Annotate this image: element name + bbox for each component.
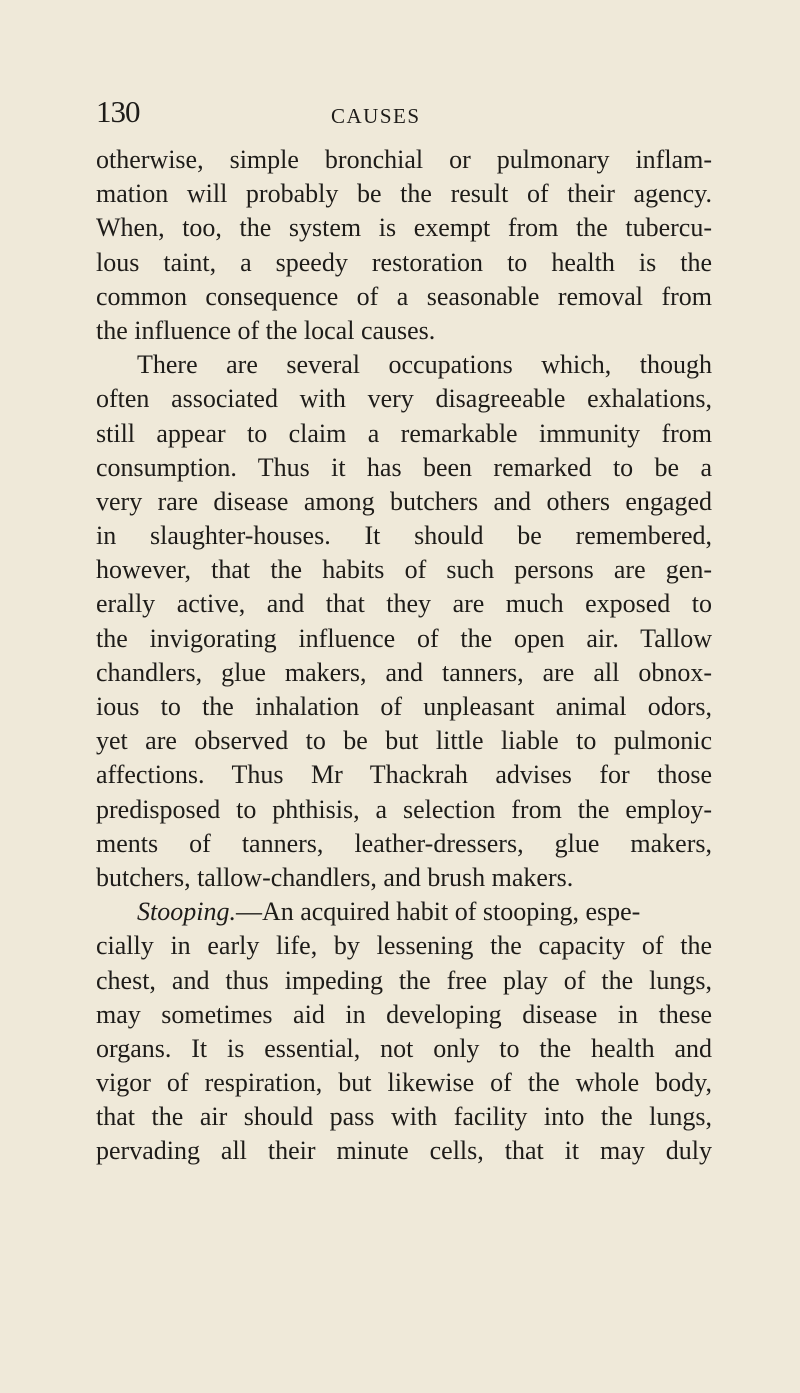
- text-line: chest, and thus impeding the free play of the lungs,: [96, 965, 712, 995]
- running-head: CAUSES: [331, 104, 421, 128]
- text-line: consumption. Thus it has been remarked to be a: [96, 452, 712, 482]
- text-line: organs. It is essential, not only to the health and: [96, 1033, 712, 1063]
- section-heading: Stooping.: [137, 897, 236, 927]
- text-line: mation will probably be the result of their agency.: [96, 179, 712, 209]
- text-line: the invigorating influence of the open air. Tallow: [96, 623, 712, 653]
- text-line: that the air should pass with facility into the lungs,: [96, 1102, 712, 1132]
- text-line: vigor of respiration, but likewise of the whole body,: [96, 1068, 712, 1098]
- text-line: pervading all their minute cells, that it may duly: [96, 1136, 712, 1166]
- text-line: often associated with very disagreeable exhalations,: [96, 384, 712, 414]
- text-line: otherwise, simple bronchial or pulmonary inflam-: [96, 145, 712, 174]
- text-line: ments of tanners, leather-dressers, glue makers,: [96, 828, 712, 858]
- text-line: predisposed to phthisis, a selection from the employ-: [96, 794, 712, 824]
- page-number: 130: [96, 94, 140, 129]
- text-line: yet are observed to be but little liable to pulmonic: [96, 726, 712, 756]
- text-line: lous taint, a speedy restoration to health is the: [96, 247, 712, 277]
- text-line: There are several occupations which, though: [137, 350, 712, 380]
- text-line: chandlers, glue makers, and tanners, are all obnox-: [96, 657, 712, 687]
- text-line: however, that the habits of such persons are gen-: [96, 555, 712, 585]
- text-line: erally active, and that they are much exposed to: [96, 589, 712, 619]
- text-line: still appear to claim a remarkable immunity from: [96, 418, 712, 448]
- text-line: common consequence of a seasonable removal from: [96, 281, 712, 311]
- section-line: [96, 895, 712, 929]
- text-line-continuation: —An acquired habit of stooping, espe-: [235, 897, 641, 927]
- text-line: may sometimes aid in developing disease in these: [96, 999, 712, 1029]
- text-line: cially in early life, by lessening the capacity of the: [96, 931, 712, 961]
- text-line: very rare disease among butchers and others engaged: [96, 486, 712, 516]
- text-line: When, too, the system is exempt from the tubercu-: [96, 213, 712, 243]
- text-line: affections. Thus Mr Thackrah advises for those: [96, 760, 712, 790]
- text-line: butchers, tallow-chandlers, and brush makers.: [96, 862, 574, 892]
- page-header: [96, 94, 712, 134]
- text-line: in slaughter-houses. It should be remembered,: [96, 521, 712, 551]
- text-line: the influence of the local causes.: [96, 315, 436, 345]
- body-text: [96, 143, 712, 1169]
- text-line: ious to the inhalation of unpleasant animal odors,: [96, 692, 712, 721]
